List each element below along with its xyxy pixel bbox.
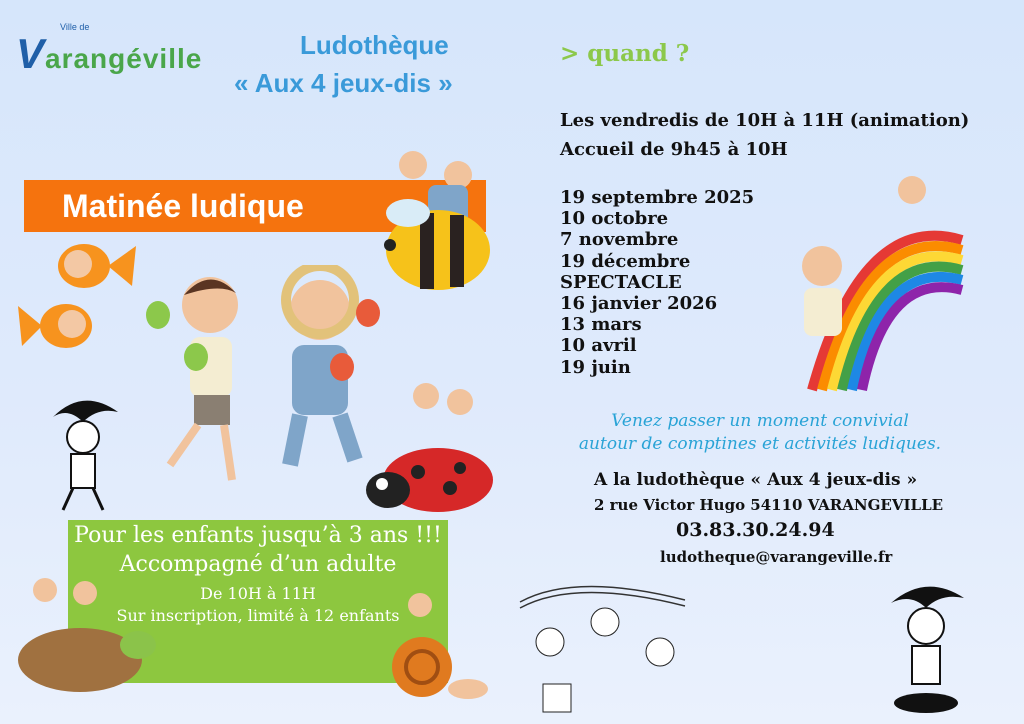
goldfish-avatar-illustration: [14, 228, 144, 358]
date-item: 13 mars: [560, 314, 642, 336]
info-registration: Sur inscription, limité à 12 enfants: [116, 606, 400, 625]
info-adult: Accompagné d’un adulte: [119, 552, 397, 577]
date-list: [560, 187, 754, 378]
logo: [16, 30, 202, 78]
date-item: 10 octobre: [560, 208, 669, 230]
turtle-illustration: [10, 575, 160, 700]
date-item: 10 avril: [560, 335, 637, 357]
invitation-text: [560, 410, 960, 456]
bee-illustration: [368, 145, 503, 300]
when-heading: > quand ?: [560, 40, 690, 67]
schedule-line: Les vendredis de 10H à 11H (animation): [560, 110, 970, 131]
email-address: ludotheque@varangeville.fr: [660, 548, 893, 566]
info-age: Pour les enfants jusqu’à 3 ans !!!: [74, 523, 442, 548]
invitation-line: Venez passer un moment convivial: [611, 411, 909, 431]
info-time: De 10H à 11H: [200, 584, 316, 603]
title-line-2: « Aux 4 jeux-dis »: [234, 68, 453, 98]
snail-illustration: [380, 585, 490, 705]
date-item: 19 septembre 2025: [560, 187, 755, 208]
date-item: 19 décembre: [560, 250, 691, 272]
title-line-1: Ludothèque: [300, 30, 449, 60]
invitation-line: autour de comptines et activités ludiques.: [578, 434, 942, 454]
rainbow-slide-illustration: [752, 170, 972, 395]
logo-caption: Ville de: [60, 22, 90, 32]
street-address: 2 rue Victor Hugo 54110 VARANGEVILLE: [594, 496, 944, 514]
date-item: 16 janvier 2026: [560, 293, 718, 315]
venue-name: A la ludothèque « Aux 4 jeux-dis »: [594, 470, 918, 490]
jester-illustration-right: [876, 578, 976, 718]
date-item: 19 juin: [560, 356, 631, 378]
children-music-illustration: [515, 572, 690, 717]
logo-rest: arangéville: [45, 43, 203, 74]
logo-initial: V: [16, 30, 46, 77]
banner-title: Matinée ludique: [62, 188, 304, 224]
jester-illustration: [38, 392, 128, 517]
date-item: 7 novembre: [560, 229, 679, 251]
dancing-women-illustration: [140, 265, 390, 490]
date-item: SPECTACLE: [560, 271, 682, 293]
ladybug-illustration: [358, 380, 498, 520]
phone-number: 03.83.30.24.94: [676, 519, 835, 541]
schedule-line: Accueil de 9h45 à 10H: [560, 139, 788, 160]
schedule: [560, 106, 969, 164]
